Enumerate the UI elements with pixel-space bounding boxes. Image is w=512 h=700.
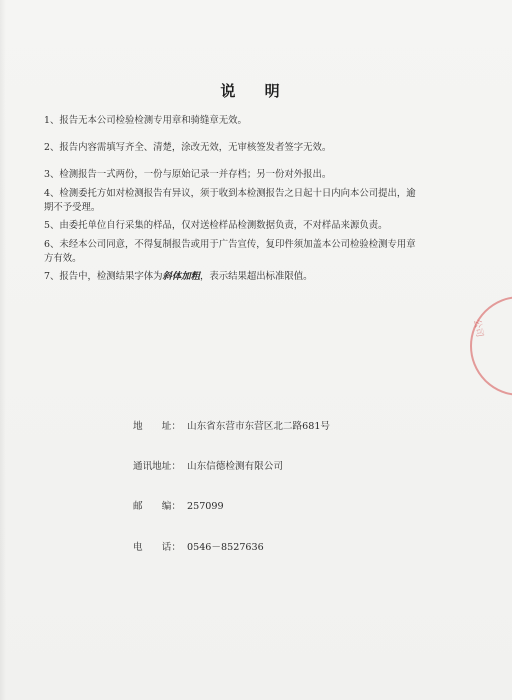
note-text: 报告无本公司检验检测专用章和骑缝章无效。 — [59, 115, 247, 126]
note-number: 5、 — [44, 220, 60, 231]
page-edge-shadow — [0, 0, 6, 700]
note-item-7 — [44, 270, 474, 284]
page-title: 说 明 — [220, 82, 292, 100]
note-number: 6、 — [44, 239, 60, 250]
note-emphasis-text: 斜体加粗 — [162, 271, 200, 282]
note-text: 报告内容需填写齐全、清楚，涂改无效，无审核签发者签字无效。 — [59, 142, 332, 153]
postcode-row — [133, 498, 224, 512]
note-number: 7、 — [44, 271, 60, 282]
note-item-4 — [44, 187, 474, 215]
address-value: 山东省东营市东营区北二路681号 — [187, 421, 331, 432]
company-seal — [470, 296, 512, 396]
phone-label: 电 话： — [133, 542, 181, 553]
note-text: 检测报告一式两份，一份与原始记录一并存档；另一份对外报出。 — [59, 169, 332, 180]
postcode-value: 257099 — [187, 501, 224, 512]
note-number: 4、 — [44, 188, 60, 199]
note-text-continued: 期不予受理。 — [44, 202, 101, 213]
note-item-3 — [44, 168, 474, 182]
phone-value: 0546－8527636 — [187, 542, 264, 553]
phone-row — [133, 539, 264, 553]
note-number: 3、 — [44, 169, 60, 180]
note-text: 由委托单位自行采集的样品，仅对送检样品检测数据负责，不对样品来源负责。 — [59, 220, 388, 231]
note-item-1 — [44, 114, 474, 128]
postcode-label: 邮 编： — [133, 501, 181, 512]
mailing-address-label: 通讯地址： — [133, 461, 181, 472]
notes-list — [44, 114, 474, 297]
address-row — [133, 418, 330, 432]
note-number: 2、 — [44, 142, 60, 153]
note-text-continued: 方有效。 — [44, 253, 82, 264]
note-text: 未经本公司同意，不得复制报告或用于广告宣传，复印件须加盖本公司检验检测专用章 — [59, 239, 416, 250]
note-item-5 — [44, 219, 474, 233]
note-item-2 — [44, 141, 474, 155]
note-item-6 — [44, 238, 474, 266]
note-text: 检测委托方如对检测报告有异议，须于收到本检测报告之日起十日内向本公司提出，逾 — [59, 188, 416, 199]
mailing-address-row — [133, 458, 283, 472]
mailing-address-value: 山东信德检测有限公司 — [187, 461, 283, 472]
note-number: 1、 — [44, 115, 60, 126]
note-text: 报告中，检测结果字体为 — [59, 271, 163, 282]
address-label: 地 址： — [133, 421, 181, 432]
note-text-after: ，表示结果超出标准限值。 — [200, 271, 313, 282]
seal-text: 公司 — [471, 318, 485, 338]
